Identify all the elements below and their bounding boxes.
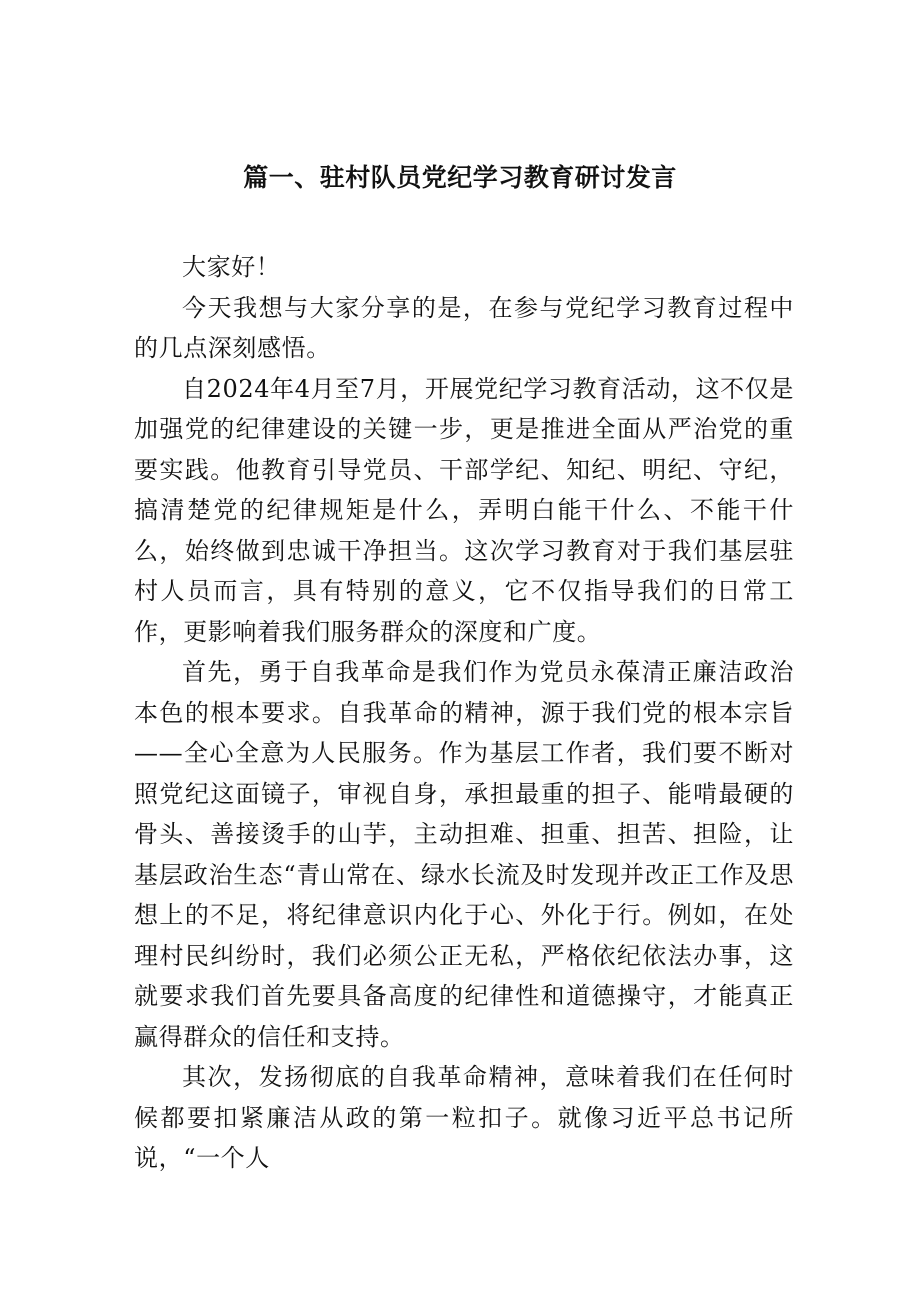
paragraph-first-point: 首先，勇于自我革命是我们作为党员永葆清正廉洁政治本色的根本要求。自我革命的精神，源于我们党的根本宗旨——全心全意为人民服务。作为基层工作者，我们要不断对照党纪这面镜子，审视自身，承担最重的担子、能啃最硬的骨头、善接烫手的山芋，主动担难、担重、担苦、担险，让基层政治生态“青山常在、绿水长流及时发现并改正工作及思想上的不足，将纪律意识内化于心、外化于行。例如，在处理村民纠纷时，我们必须公正无私，严格依纪依法办事，这就要求我们首先要具备高度的纪律性和道德操守，才能真正赢得群众的信任和支持。 [134,658,794,1051]
document-body [134,247,794,1179]
paragraph-background: 自2024年4月至7月，开展党纪学习教育活动，这不仅是加强党的纪律建设的关键一步，更是推进全面从严治党的重要实践。他教育引导党员、干部学纪、知纪、明纪、守纪，搞清楚党的纪律规矩是什么，弄明白能干什么、不能干什么，始终做到忠诚干净担当。这次学习教育对于我们基层驻村人员而言，具有特别的意义，它不仅指导我们的日常工作，更影响着我们服务群众的深度和广度。 [134,374,794,646]
paragraph-greeting: 大家好！ [182,253,281,281]
paragraph-second-point: 其次，发扬彻底的自我革命精神，意味着我们在任何时候都要扣紧廉洁从政的第一粒扣子。就像习近平总书记所说，“一个人 [134,1063,794,1172]
paragraph-intro: 今天我想与大家分享的是，在参与党纪学习教育过程中的几点深刻感悟。 [134,293,794,362]
document-title: 篇一、驻村队员党纪学习教育研讨发言 [243,163,677,192]
